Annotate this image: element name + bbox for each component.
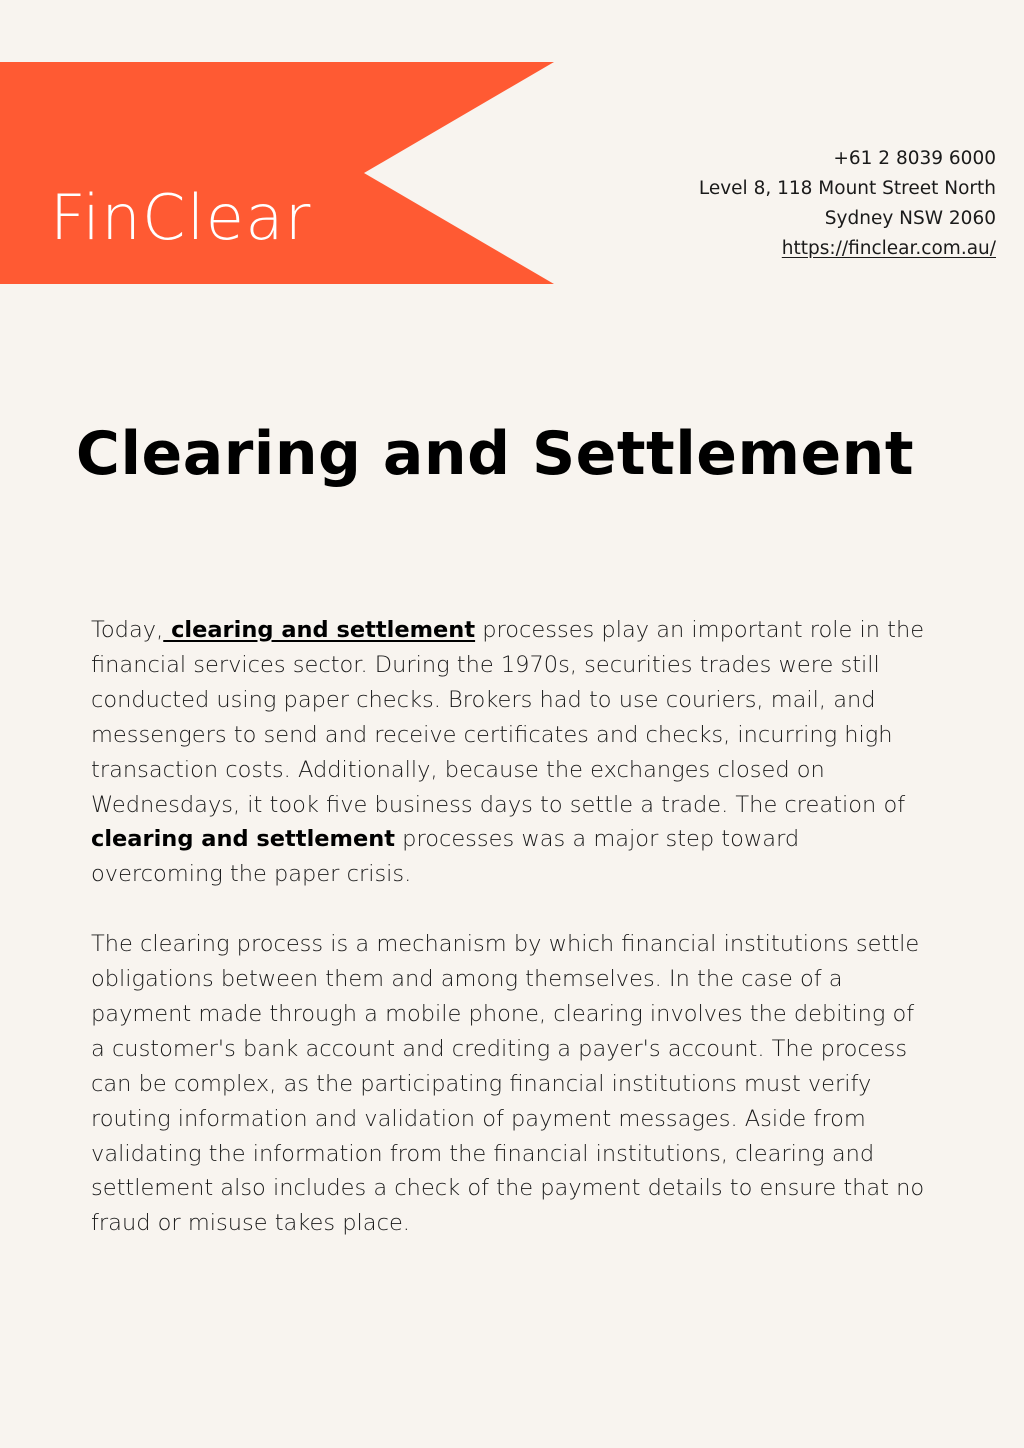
paragraph-2: The clearing process is a mechanism by which financial institutions settle obligations between them and among themselves. In the case of a payment made through a mobile phone, clearing involves the debiting of a customer's bank account and crediting a payer's account. The process can be complex, as the participating financial institutions must verify routing information and validation of payment messages. Aside from validating the information from the financial institutions, clearing and settlement also includes a check of the payment details to ensure that no fraud or misuse takes place. (91, 931, 925, 1237)
article-body (91, 613, 931, 1276)
paragraph-1-text: processes play an important role in the financial services sector. During the 1970s, securities trades were still conducted using paper checks. Brokers had to use couriers, mail, and messengers to send and receive certificates and checks, incurring high transaction costs. Additionally, because the exchanges closed on Wednesdays, it took five business days to settle a trade. The creation of (91, 617, 925, 818)
paragraph-1 (91, 613, 931, 892)
paragraph-1-intro: Today, (91, 617, 164, 643)
address-line-2: Sydney NSW 2060 (824, 208, 996, 229)
clearing-settlement-link[interactable]: clearing and settlement (163, 617, 476, 643)
paragraph-1-ending: processes was a major step toward overcoming the paper crisis. (91, 826, 800, 888)
company-logo[interactable]: FinClear (50, 181, 312, 254)
paragraph-1-bold-term: clearing and settlement (91, 826, 396, 853)
phone-number: +61 2 8039 6000 (833, 148, 996, 169)
address-line-1: Level 8, 118 Mount Street North (698, 178, 996, 199)
website-link[interactable]: https://finclear.com.au/ (781, 238, 996, 259)
page-title: Clearing and Settlement (75, 419, 915, 489)
contact-info (699, 144, 996, 264)
